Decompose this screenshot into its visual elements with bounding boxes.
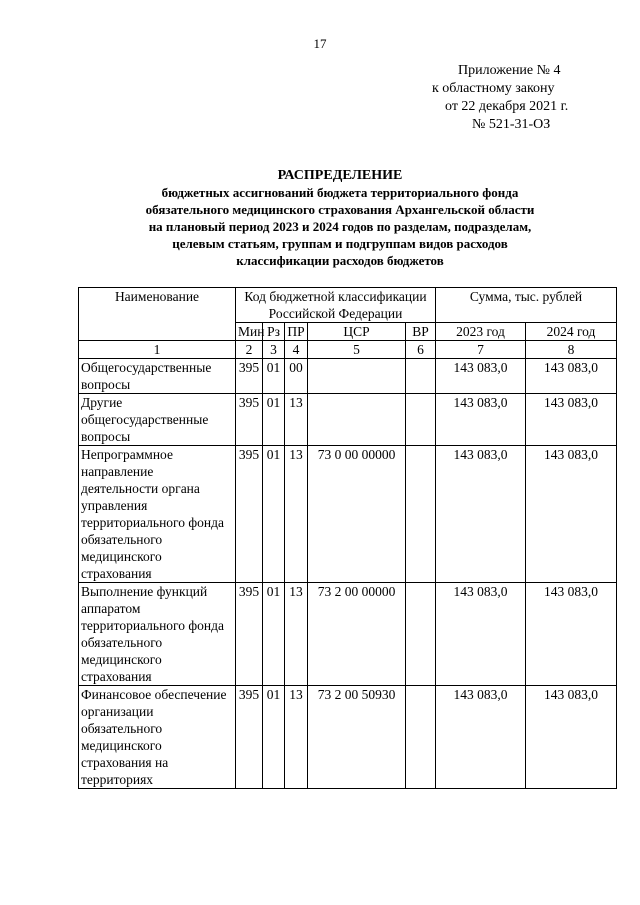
row-2024: 143 083,0 — [526, 686, 617, 789]
row-min: 395 — [236, 446, 263, 583]
table-row — [79, 583, 617, 686]
title-line-4: целевым статьям, группам и подгруппам видов расходов — [172, 236, 508, 251]
row-name: Другие общегосударственные вопросы — [79, 394, 236, 446]
header-2023: 2023 год — [436, 323, 526, 341]
col-number: 7 — [436, 341, 526, 359]
table-row — [79, 359, 617, 394]
row-csr — [308, 394, 406, 446]
row-min: 395 — [236, 583, 263, 686]
row-2023: 143 083,0 — [436, 686, 526, 789]
header-code: Код бюджетной классификации Российской Федерации — [236, 288, 436, 323]
appendix-line-3: от 22 декабря 2021 г. — [445, 99, 569, 114]
row-pr: 13 — [285, 686, 308, 789]
row-vr — [406, 446, 436, 583]
row-pr: 00 — [285, 359, 308, 394]
row-pr: 13 — [285, 394, 308, 446]
row-rz: 01 — [263, 446, 285, 583]
row-2024: 143 083,0 — [526, 359, 617, 394]
appendix-line-4: № 521-31-ОЗ — [472, 117, 551, 132]
row-rz: 01 — [263, 394, 285, 446]
col-number: 6 — [406, 341, 436, 359]
row-csr: 73 2 00 00000 — [308, 583, 406, 686]
title-line-1: бюджетных ассигнований бюджета территориального фонда — [161, 185, 519, 200]
row-name: Непрограммное направление деятельности органа управления территориального фонда обязательного медицинского страхования — [79, 446, 236, 583]
table-row — [79, 394, 617, 446]
table-header-row — [79, 288, 617, 323]
header-2024: 2024 год — [526, 323, 617, 341]
col-number: 5 — [308, 341, 406, 359]
row-2023: 143 083,0 — [436, 359, 526, 394]
column-numbers-row — [79, 341, 617, 359]
table-row — [79, 686, 617, 789]
row-rz: 01 — [263, 359, 285, 394]
row-vr — [406, 686, 436, 789]
row-2024: 143 083,0 — [526, 446, 617, 583]
header-sum: Сумма, тыс. рублей — [436, 288, 617, 323]
budget-table — [78, 287, 617, 789]
row-pr: 13 — [285, 583, 308, 686]
col-number: 8 — [526, 341, 617, 359]
row-2023: 143 083,0 — [436, 583, 526, 686]
title-line-2: обязательного медицинского страхования Архангельской области — [145, 202, 535, 217]
row-rz: 01 — [263, 583, 285, 686]
header-csr: ЦСР — [308, 323, 406, 341]
title-line-3: на плановый период 2023 и 2024 годов по разделам, подразделам, — [148, 219, 532, 234]
col-number: 2 — [236, 341, 263, 359]
row-min: 395 — [236, 686, 263, 789]
row-csr: 73 2 00 50930 — [308, 686, 406, 789]
row-2024: 143 083,0 — [526, 394, 617, 446]
header-min: Мин — [236, 323, 263, 341]
row-min: 395 — [236, 359, 263, 394]
col-number: 4 — [285, 341, 308, 359]
row-name: Финансовое обеспечение организации обязательного медицинского страхования на территориях — [79, 686, 236, 789]
row-vr — [406, 394, 436, 446]
header-vr: ВР — [406, 323, 436, 341]
row-2023: 143 083,0 — [436, 394, 526, 446]
header-rz: Рз — [263, 323, 285, 341]
appendix-line-1: Приложение № 4 — [458, 63, 561, 78]
page-number: 17 — [313, 36, 327, 51]
table-row — [79, 446, 617, 583]
col-number: 1 — [79, 341, 236, 359]
title-main: РАСПРЕДЕЛЕНИЕ — [277, 168, 403, 183]
row-min: 395 — [236, 394, 263, 446]
row-name: Общегосударственные вопросы — [79, 359, 236, 394]
row-rz: 01 — [263, 686, 285, 789]
row-vr — [406, 583, 436, 686]
row-name: Выполнение функций аппаратом территориального фонда обязательного медицинского страхования — [79, 583, 236, 686]
col-number: 3 — [263, 341, 285, 359]
row-2024: 143 083,0 — [526, 583, 617, 686]
row-2023: 143 083,0 — [436, 446, 526, 583]
appendix-line-2: к областному закону — [432, 81, 555, 96]
row-vr — [406, 359, 436, 394]
appendix-note — [420, 62, 600, 134]
row-csr: 73 0 00 00000 — [308, 446, 406, 583]
row-csr — [308, 359, 406, 394]
header-pr: ПР — [285, 323, 308, 341]
title-line-5: классификации расходов бюджетов — [236, 253, 444, 268]
header-name: Наименование — [79, 288, 236, 341]
row-pr: 13 — [285, 446, 308, 583]
document-title — [60, 167, 620, 269]
